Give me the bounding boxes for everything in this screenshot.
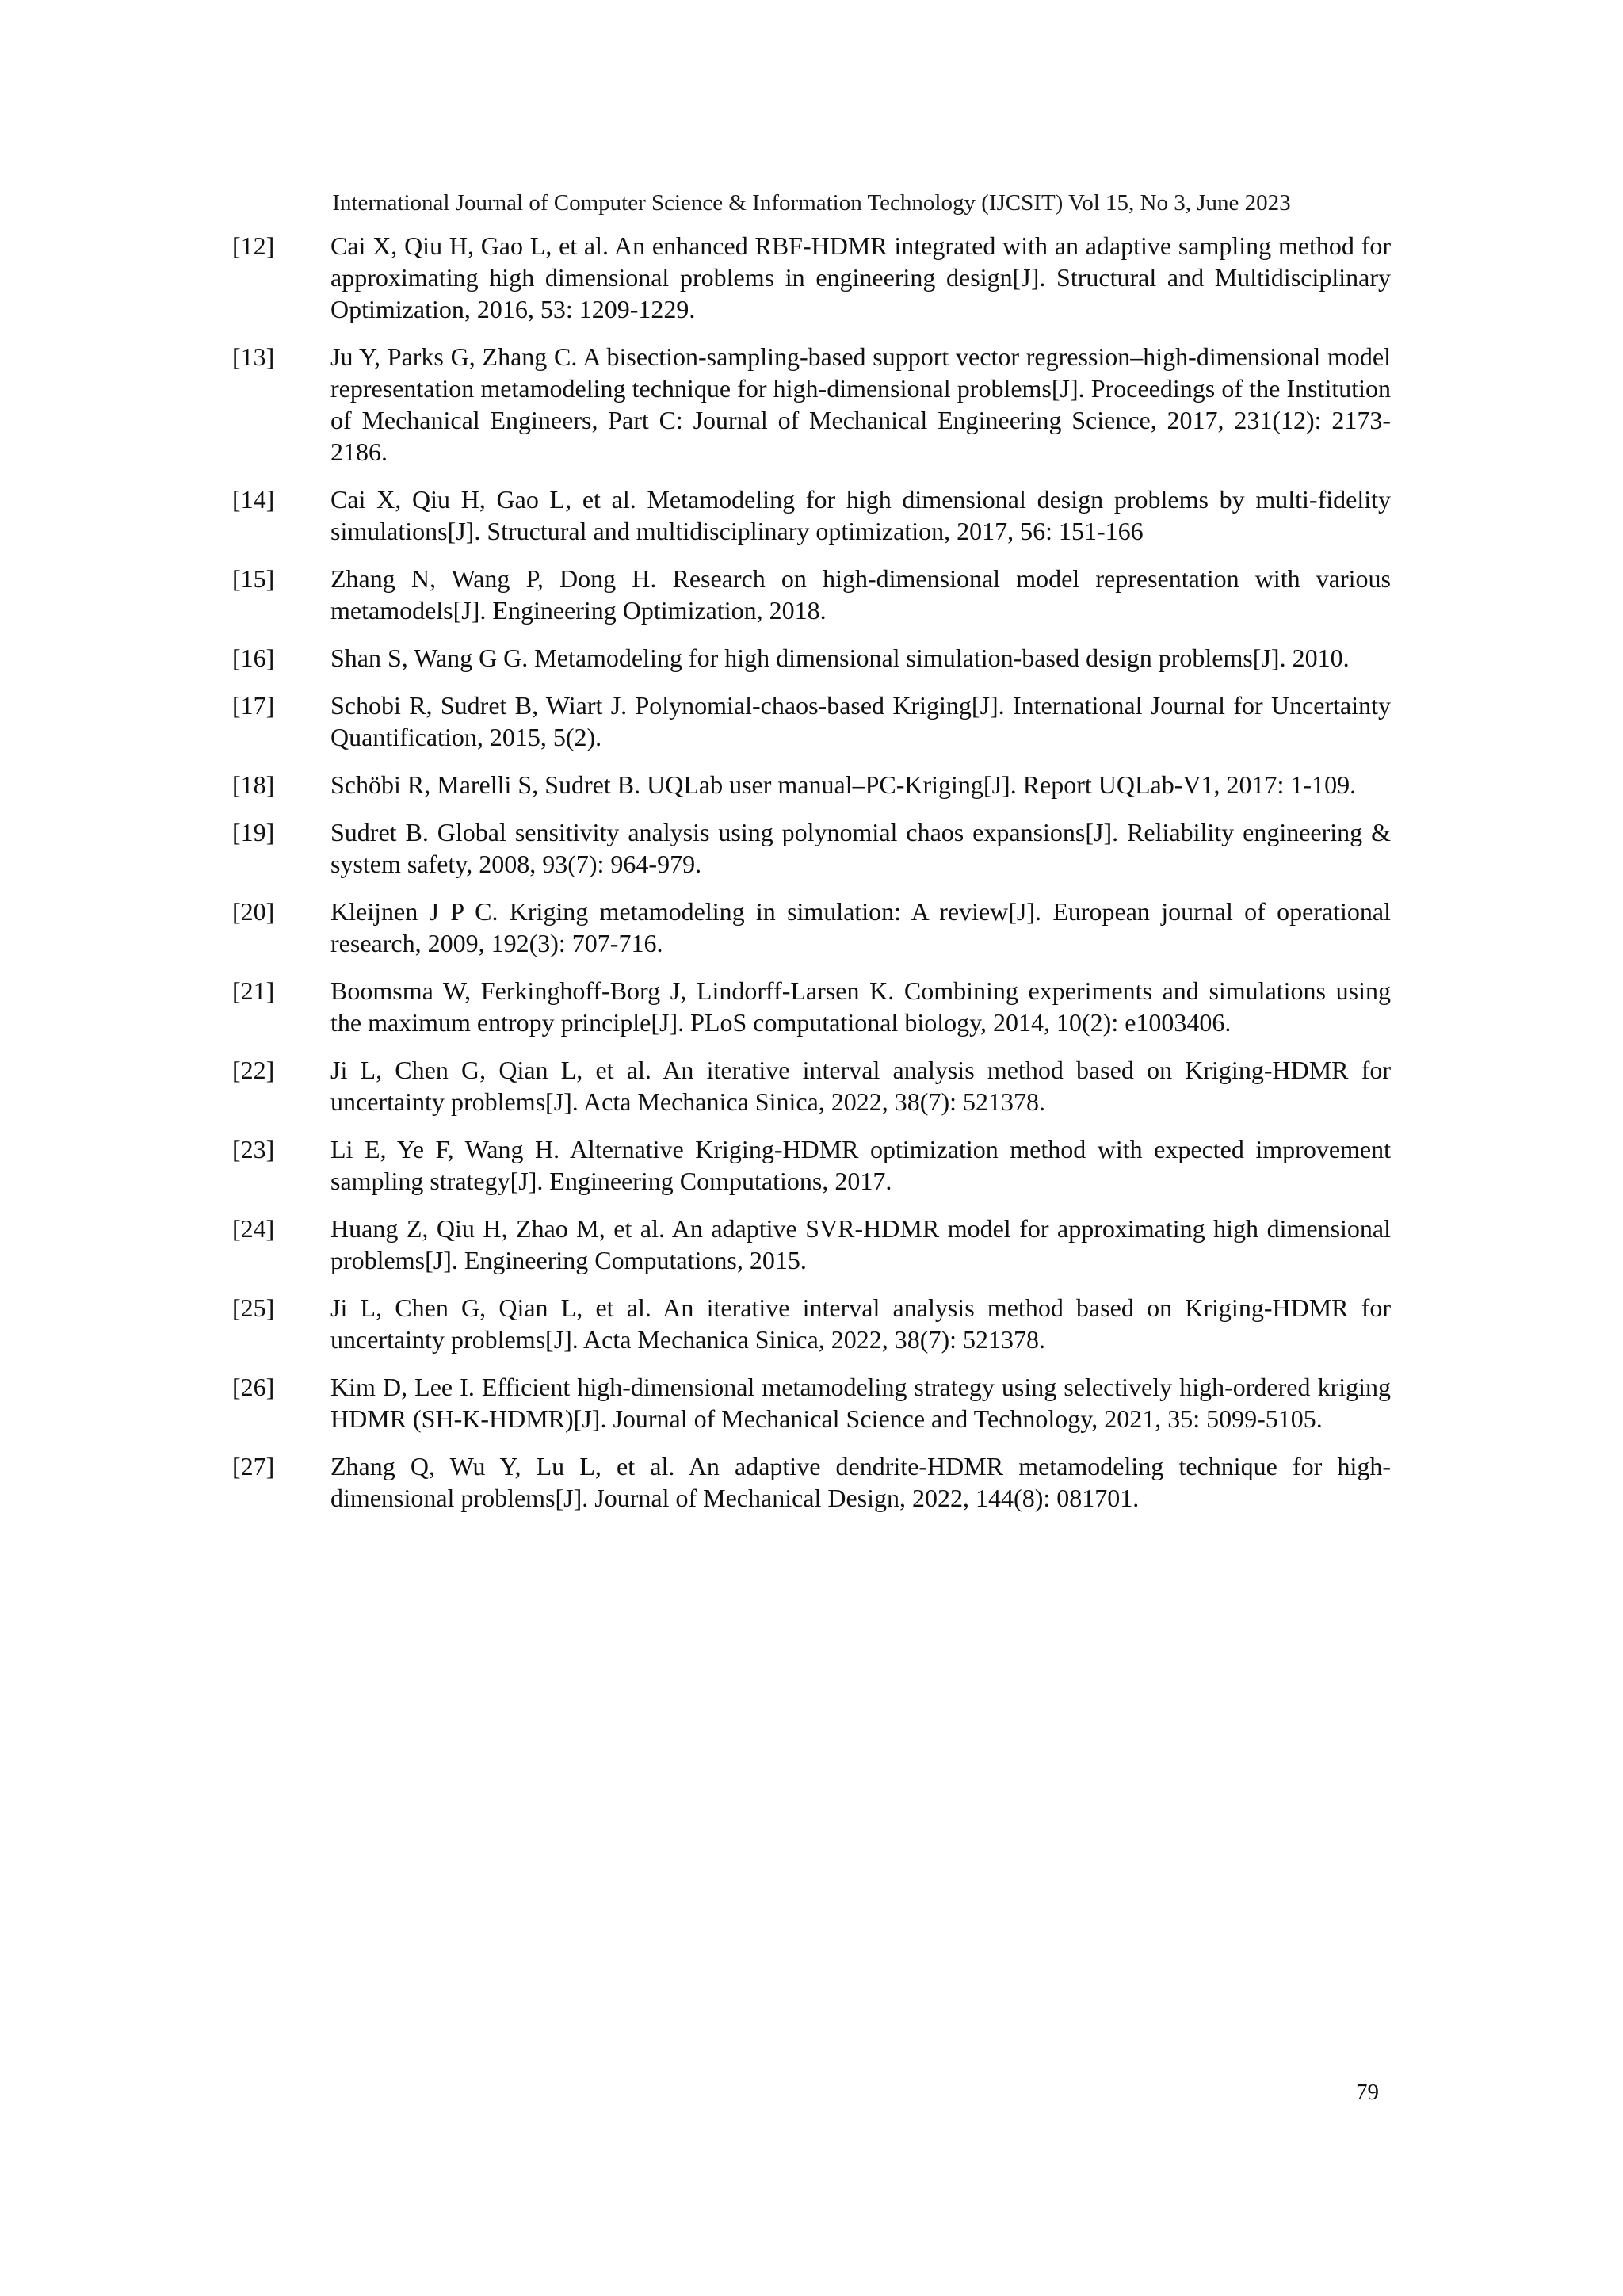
reference-text: Boomsma W, Ferkinghoff-Borg J, Lindorff-Larsen K. Combining experiments and simulations using the maximum entropy principle[J]. PLoS computational biology, 2014, 10(2): e1003406. (330, 976, 1391, 1037)
reference-number: [13] (232, 342, 275, 371)
reference-number: [20] (232, 897, 275, 926)
reference-item (232, 642, 1391, 674)
reference-number: [24] (232, 1214, 275, 1243)
reference-item (232, 1054, 1391, 1117)
reference-text: Schöbi R, Marelli S, Sudret B. UQLab user manual–PC-Kriging[J]. Report UQLab-V1, 2017: 1-109. (330, 770, 1357, 799)
reference-number: [19] (232, 818, 275, 846)
page-number: 79 (1356, 2080, 1379, 2105)
reference-item (232, 975, 1391, 1038)
reference-text: Schobi R, Sudret B, Wiart J. Polynomial-chaos-based Kriging[J]. International Journal for Uncertainty Quantification, 2015, 5(2). (330, 691, 1391, 751)
reference-number: [25] (232, 1293, 275, 1322)
reference-text: Huang Z, Qiu H, Zhao M, et al. An adaptive SVR-HDMR model for approximating high dimensional problems[J]. Engineering Computations, 2015. (330, 1214, 1391, 1274)
reference-item (232, 1133, 1391, 1197)
reference-text: Ju Y, Parks G, Zhang C. A bisection-sampling-based support vector regression–high-dimensional model representation metamodeling technique for high-dimensional problems[J]. Proceedings of the Institution of Mechanical Engineers, Part C: Journal of Mechanical Engineering Science, 2017, 231(12): 2173-2186. (330, 342, 1391, 466)
reference-item (232, 1213, 1391, 1276)
reference-item (232, 690, 1391, 753)
reference-text: Ji L, Chen G, Qian L, et al. An iterative interval analysis method based on Kriging-HDMR for uncertainty problems[J]. Acta Mechanica Sinica, 2022, 38(7): 521378. (330, 1056, 1391, 1116)
reference-item (232, 230, 1391, 325)
reference-number: [17] (232, 691, 275, 720)
reference-text: Zhang Q, Wu Y, Lu L, et al. An adaptive dendrite-HDMR metamodeling technique for high-dimensional problems[J]. Journal of Mechanical Design, 2022, 144(8): 081701. (330, 1452, 1391, 1512)
reference-number: [22] (232, 1056, 275, 1084)
reference-item (232, 769, 1391, 800)
reference-item (232, 896, 1391, 959)
reference-item (232, 1292, 1391, 1355)
reference-text: Ji L, Chen G, Qian L, et al. An iterative interval analysis method based on Kriging-HDMR for uncertainty problems[J]. Acta Mechanica Sinica, 2022, 38(7): 521378. (330, 1293, 1391, 1354)
reference-number: [26] (232, 1373, 275, 1401)
reference-number: [14] (232, 485, 275, 514)
running-header: International Journal of Computer Science & Information Technology (IJCSIT) Vol 15, No 3, June 2023 (332, 190, 1291, 216)
reference-number: [15] (232, 564, 275, 593)
reference-text: Zhang N, Wang P, Dong H. Research on high-dimensional model representation with various metamodels[J]. Engineering Optimization, 2018. (330, 564, 1391, 625)
reference-text: Cai X, Qiu H, Gao L, et al. An enhanced RBF-HDMR integrated with an adaptive sampling method for approximating high dimensional problems in engineering design[J]. Structural and Multidisciplinary Optimization, 2016, 53: 1209-1229. (330, 231, 1391, 323)
reference-text: Cai X, Qiu H, Gao L, et al. Metamodeling for high dimensional design problems by multi-fidelity simulations[J]. Structural and multidisciplinary optimization, 2017, 56: 151-166 (330, 485, 1391, 545)
reference-text: Shan S, Wang G G. Metamodeling for high dimensional simulation-based design problems[J]. 2010. (330, 644, 1350, 672)
reference-item (232, 1371, 1391, 1435)
reference-item (232, 563, 1391, 626)
reference-text: Kim D, Lee I. Efficient high-dimensional metamodeling strategy using selectively high-ordered kriging HDMR (SH-K-HDMR)[J]. Journal of Mechanical Science and Technology, 2021, 35: 5099-5105. (330, 1373, 1391, 1433)
reference-text: Kleijnen J P C. Kriging metamodeling in simulation: A review[J]. European journal of operational research, 2009, 192(3): 707-716. (330, 897, 1391, 957)
reference-number: [16] (232, 644, 275, 672)
reference-item (232, 341, 1391, 468)
reference-number: [27] (232, 1452, 275, 1480)
reference-number: [12] (232, 231, 275, 260)
reference-item (232, 483, 1391, 547)
reference-text: Li E, Ye F, Wang H. Alternative Kriging-HDMR optimization method with expected improvement sampling strategy[J]. Engineering Computations, 2017. (330, 1135, 1391, 1195)
reference-list (232, 230, 1391, 1530)
reference-number: [23] (232, 1135, 275, 1163)
reference-number: [21] (232, 976, 275, 1005)
reference-text: Sudret B. Global sensitivity analysis using polynomial chaos expansions[J]. Reliability engineering & system safety, 2008, 93(7): 964-979. (330, 818, 1391, 878)
reference-number: [18] (232, 770, 275, 799)
reference-item (232, 1450, 1391, 1514)
reference-item (232, 816, 1391, 880)
